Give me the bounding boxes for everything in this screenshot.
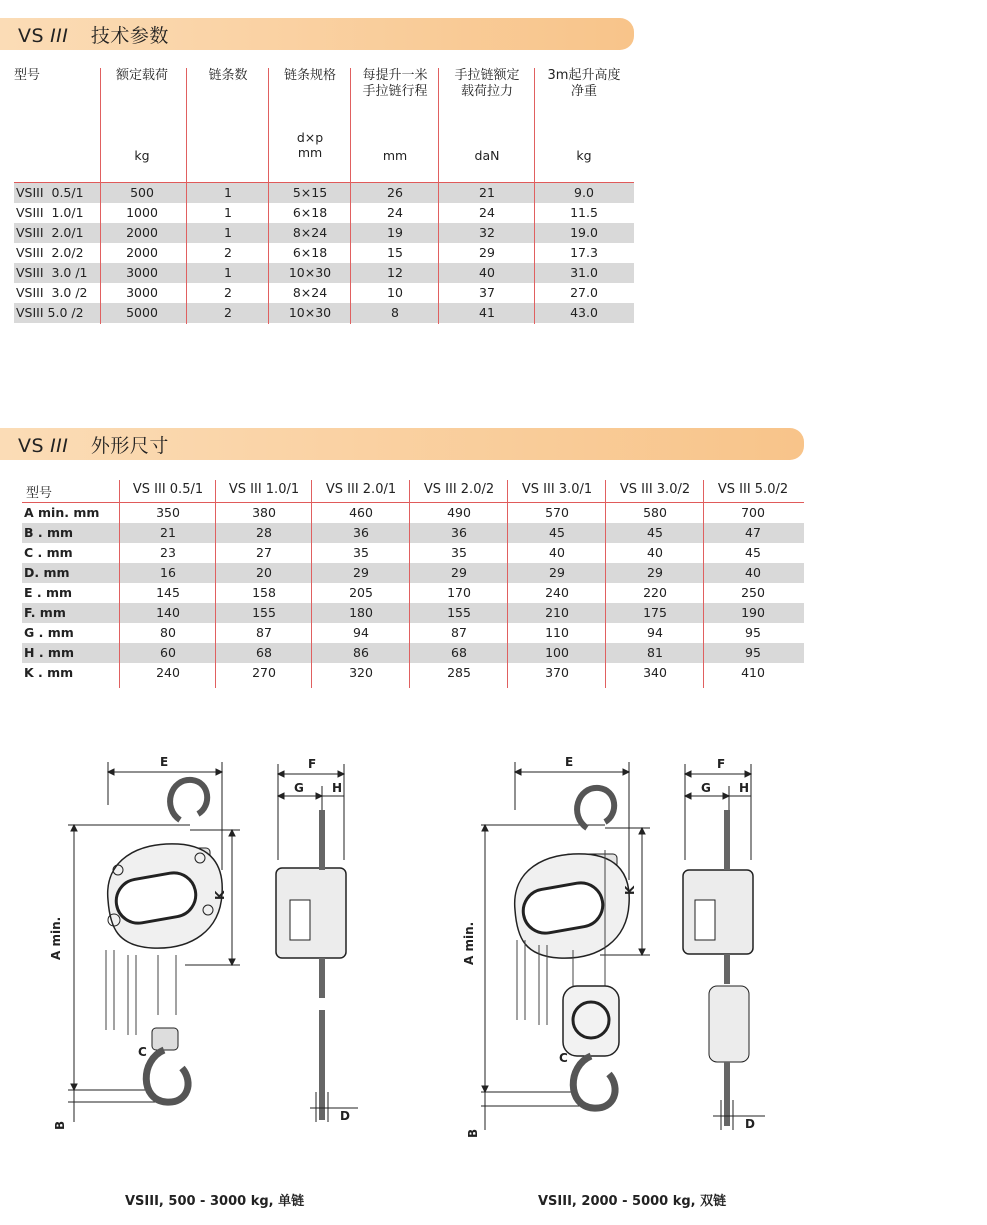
specs-cell: 2000	[126, 245, 158, 260]
specs-cell: 1	[224, 225, 232, 240]
specs-cell: 32	[479, 225, 495, 240]
specs-cell: 43.0	[570, 305, 598, 320]
dimensions-cell: 158	[252, 585, 276, 600]
dim-label-A: A min.	[462, 921, 476, 965]
dimensions-cell: 220	[643, 585, 667, 600]
specs-cell: 19.0	[570, 225, 598, 240]
banner-title: 技术参数	[90, 24, 169, 47]
specs-unit-cell: kg	[576, 148, 592, 163]
specs-cell: VSIII 1.0/1	[16, 205, 84, 220]
specs-cell: VSIII 3.0 /2	[16, 285, 88, 300]
dimensions-table	[22, 478, 804, 683]
dimensions-row-label: G . mm	[24, 625, 74, 640]
dimensions-cell: 95	[745, 645, 761, 660]
dimensions-table-row	[22, 663, 804, 683]
specs-table-row	[14, 303, 634, 323]
dimensions-row-label: E . mm	[24, 585, 73, 600]
column-rule	[311, 480, 312, 688]
banner-roman: III	[50, 434, 69, 457]
specs-cell: 37	[479, 285, 495, 300]
dim-label-F: F	[717, 757, 726, 771]
dim-label-D: D	[745, 1117, 755, 1131]
column-rule	[534, 68, 535, 324]
dimensions-row-label: F. mm	[24, 605, 66, 620]
section-banner-dimensions	[0, 428, 804, 460]
specs-cell: 5000	[126, 305, 158, 320]
dim-label-F: F	[308, 757, 317, 771]
specs-cell: 24	[387, 205, 403, 220]
specs-cell: 19	[387, 225, 403, 240]
column-rule	[215, 480, 216, 688]
specs-cell: 1	[224, 265, 232, 280]
dimensions-cell: 87	[256, 625, 272, 640]
dimensions-cell: 95	[745, 625, 761, 640]
dimensions-header-cell: VS III 5.0/2	[717, 482, 789, 497]
single-chain-hoist-drawing	[40, 750, 380, 1140]
dimensions-cell: 250	[741, 585, 765, 600]
dimensions-cell: 36	[451, 525, 467, 540]
specs-cell: 6×18	[292, 245, 328, 260]
specs-cell: 10	[387, 285, 403, 300]
dimensions-table-row	[22, 623, 804, 643]
specs-cell: 2000	[126, 225, 158, 240]
specs-header-cell: 链条数	[208, 68, 248, 83]
dimensions-cell: 35	[451, 545, 467, 560]
dimensions-header-cell: VS III 1.0/1	[228, 482, 300, 497]
specs-table-row	[14, 243, 634, 263]
dimensions-cell: 350	[156, 505, 180, 520]
dim-label-K: K	[213, 890, 227, 900]
dim-label-G: G	[294, 781, 304, 795]
banner-title: 外形尺寸	[90, 434, 169, 457]
dimensions-table-row	[22, 643, 804, 663]
dimensions-cell: 205	[349, 585, 373, 600]
specs-cell: 8×24	[292, 225, 328, 240]
dimensions-cell: 36	[353, 525, 369, 540]
dimensions-row-label: K . mm	[24, 665, 74, 680]
dimensions-header-cell: VS III 2.0/2	[423, 482, 495, 497]
specs-cell: 21	[479, 185, 495, 200]
banner-prefix: VS	[18, 24, 45, 47]
dimensions-cell: 380	[252, 505, 276, 520]
dimensions-table-row	[22, 603, 804, 623]
dimensions-cell: 35	[353, 545, 369, 560]
dimensions-table-header	[22, 478, 804, 503]
specs-cell: 2	[224, 305, 232, 320]
dim-label-H: H	[739, 781, 750, 795]
dimensions-cell: 700	[741, 505, 765, 520]
dim-label-K: K	[623, 885, 637, 895]
dim-label-C: C	[559, 1051, 568, 1065]
dim-label-G: G	[701, 781, 711, 795]
dimensions-cell: 21	[160, 525, 176, 540]
dimensions-cell: 210	[545, 605, 569, 620]
dimensions-cell: 110	[545, 625, 569, 640]
dim-label-B: B	[53, 1120, 67, 1130]
banner-roman: III	[50, 24, 69, 47]
specs-table	[14, 64, 634, 323]
specs-cell: VSIII 5.0 /2	[16, 305, 84, 320]
section-banner-specs	[0, 18, 634, 50]
specs-header-cell: 每提升一米 手拉链行程	[362, 68, 428, 99]
dimensions-cell: 40	[647, 545, 663, 560]
column-rule	[186, 68, 187, 324]
dimensions-cell: 87	[451, 625, 467, 640]
specs-cell: 3000	[126, 285, 158, 300]
dimensions-cell: 370	[545, 665, 569, 680]
dimensions-cell: 47	[745, 525, 761, 540]
specs-table-row	[14, 283, 634, 303]
specs-cell: 31.0	[570, 265, 598, 280]
dimensions-table-body	[22, 503, 804, 683]
specs-cell: 27.0	[570, 285, 598, 300]
specs-header-cell: 链条规格	[283, 68, 336, 83]
dimensions-header-label: 型号	[26, 486, 53, 501]
specs-cell: 40	[479, 265, 495, 280]
dimensions-cell: 155	[447, 605, 471, 620]
column-rule	[605, 480, 606, 688]
dimensions-cell: 27	[256, 545, 272, 560]
caption-double-chain: VSIII, 2000 - 5000 kg, 双链	[538, 1194, 727, 1209]
dimensions-cell: 410	[741, 665, 765, 680]
dimensions-table-row	[22, 503, 804, 523]
dimensions-cell: 580	[643, 505, 667, 520]
dimensions-cell: 94	[353, 625, 369, 640]
dimensions-cell: 86	[353, 645, 369, 660]
dim-label-D: D	[340, 1109, 350, 1123]
specs-cell: 2	[224, 245, 232, 260]
specs-cell: 3000	[126, 265, 158, 280]
specs-cell: VSIII 2.0/1	[16, 225, 84, 240]
dimensions-cell: 68	[451, 645, 467, 660]
dim-label-E: E	[565, 755, 574, 769]
dimensions-cell: 29	[353, 565, 369, 580]
dimensions-cell: 175	[643, 605, 667, 620]
specs-cell: 29	[479, 245, 495, 260]
dimensions-row-label: C . mm	[24, 545, 73, 560]
caption-single-chain: VSIII, 500 - 3000 kg, 单链	[125, 1194, 305, 1209]
dimensions-cell: 460	[349, 505, 373, 520]
banner-prefix: VS	[18, 434, 45, 457]
specs-cell: VSIII 0.5/1	[16, 185, 84, 200]
specs-unit-cell: d×p mm	[296, 130, 324, 160]
dimensions-cell: 80	[160, 625, 176, 640]
dimensions-cell: 16	[160, 565, 176, 580]
dimensions-cell: 45	[647, 525, 663, 540]
specs-cell: VSIII 3.0 /1	[16, 265, 88, 280]
dimensions-cell: 155	[252, 605, 276, 620]
dimensions-cell: 29	[451, 565, 467, 580]
column-rule	[409, 480, 410, 688]
specs-table-body	[14, 183, 634, 323]
specs-cell: 1	[224, 185, 232, 200]
column-rule	[119, 480, 120, 688]
dimensions-cell: 40	[745, 565, 761, 580]
dimensions-cell: 40	[549, 545, 565, 560]
dimensions-cell: 23	[160, 545, 176, 560]
dimensions-cell: 170	[447, 585, 471, 600]
dimensions-table-row	[22, 543, 804, 563]
specs-header-cell: 额定载荷	[115, 68, 168, 83]
dimensions-cell: 285	[447, 665, 471, 680]
specs-cell: 9.0	[574, 185, 594, 200]
dimensions-cell: 240	[156, 665, 180, 680]
dimensions-header-cell: VS III 2.0/1	[325, 482, 397, 497]
specs-table-header	[14, 64, 634, 183]
dimensions-cell: 29	[647, 565, 663, 580]
column-rule	[507, 480, 508, 688]
dimensions-cell: 68	[256, 645, 272, 660]
specs-cell: 17.3	[570, 245, 598, 260]
dimensions-cell: 240	[545, 585, 569, 600]
specs-header-cell: 型号	[14, 68, 41, 83]
specs-table-row	[14, 183, 634, 203]
dimensions-header-cell: VS III 0.5/1	[132, 482, 204, 497]
dimensions-cell: 190	[741, 605, 765, 620]
specs-cell: 500	[130, 185, 154, 200]
dimensions-cell: 20	[256, 565, 272, 580]
specs-header-cell: 3m起升高度 净重	[547, 68, 621, 99]
specs-cell: 8	[391, 305, 399, 320]
dimensions-row-label: B . mm	[24, 525, 74, 540]
dimensions-cell: 29	[549, 565, 565, 580]
specs-header-cell: 手拉链额定 载荷拉力	[454, 68, 520, 99]
column-rule	[703, 480, 704, 688]
dim-label-E: E	[160, 755, 169, 769]
dimensions-table-row	[22, 583, 804, 603]
dimensions-header-cell: VS III 3.0/2	[619, 482, 691, 497]
dimensions-cell: 320	[349, 665, 373, 680]
dimensions-row-label: D. mm	[24, 565, 70, 580]
specs-cell: 1000	[126, 205, 158, 220]
dim-label-B: B	[466, 1128, 480, 1138]
dimensions-cell: 340	[643, 665, 667, 680]
specs-cell: 26	[387, 185, 403, 200]
dimensions-table-row	[22, 523, 804, 543]
column-rule	[438, 68, 439, 324]
specs-cell: 1	[224, 205, 232, 220]
specs-cell: 41	[479, 305, 495, 320]
dimensions-cell: 270	[252, 665, 276, 680]
specs-cell: 8×24	[292, 285, 328, 300]
dimensions-cell: 490	[447, 505, 471, 520]
specs-unit-cell: kg	[134, 148, 150, 163]
specs-cell: 5×15	[292, 185, 328, 200]
specs-table-row	[14, 203, 634, 223]
column-rule	[100, 68, 101, 324]
specs-cell: 24	[479, 205, 495, 220]
dimensions-cell: 570	[545, 505, 569, 520]
specs-cell: 10×30	[288, 265, 332, 280]
dimensions-cell: 45	[745, 545, 761, 560]
dimensions-cell: 45	[549, 525, 565, 540]
specs-table-row	[14, 263, 634, 283]
dimensions-row-label: A min. mm	[24, 505, 100, 520]
specs-unit-cell: mm	[382, 148, 408, 163]
column-rule	[350, 68, 351, 324]
dim-label-H: H	[332, 781, 343, 795]
specs-table-row	[14, 223, 634, 243]
dimensions-row-label: H . mm	[24, 645, 74, 660]
dim-label-C: C	[138, 1045, 147, 1059]
specs-cell: 12	[387, 265, 403, 280]
specs-cell: 6×18	[292, 205, 328, 220]
specs-cell: 2	[224, 285, 232, 300]
dimensions-cell: 28	[256, 525, 272, 540]
dimensions-cell: 180	[349, 605, 373, 620]
specs-cell: 11.5	[570, 205, 598, 220]
dimensions-cell: 60	[160, 645, 176, 660]
specs-unit-cell: daN	[474, 148, 500, 163]
dim-label-A: A min.	[49, 916, 63, 960]
dimensions-cell: 145	[156, 585, 180, 600]
dimensions-cell: 140	[156, 605, 180, 620]
specs-cell: 10×30	[288, 305, 332, 320]
column-rule	[268, 68, 269, 324]
specs-cell: 15	[387, 245, 403, 260]
double-chain-hoist-drawing	[455, 750, 795, 1150]
dimensions-cell: 81	[647, 645, 663, 660]
specs-cell: VSIII 2.0/2	[16, 245, 84, 260]
dimensions-table-row	[22, 563, 804, 583]
dimensions-cell: 100	[545, 645, 569, 660]
dimensions-cell: 94	[647, 625, 663, 640]
dimensions-header-cell: VS III 3.0/1	[521, 482, 593, 497]
